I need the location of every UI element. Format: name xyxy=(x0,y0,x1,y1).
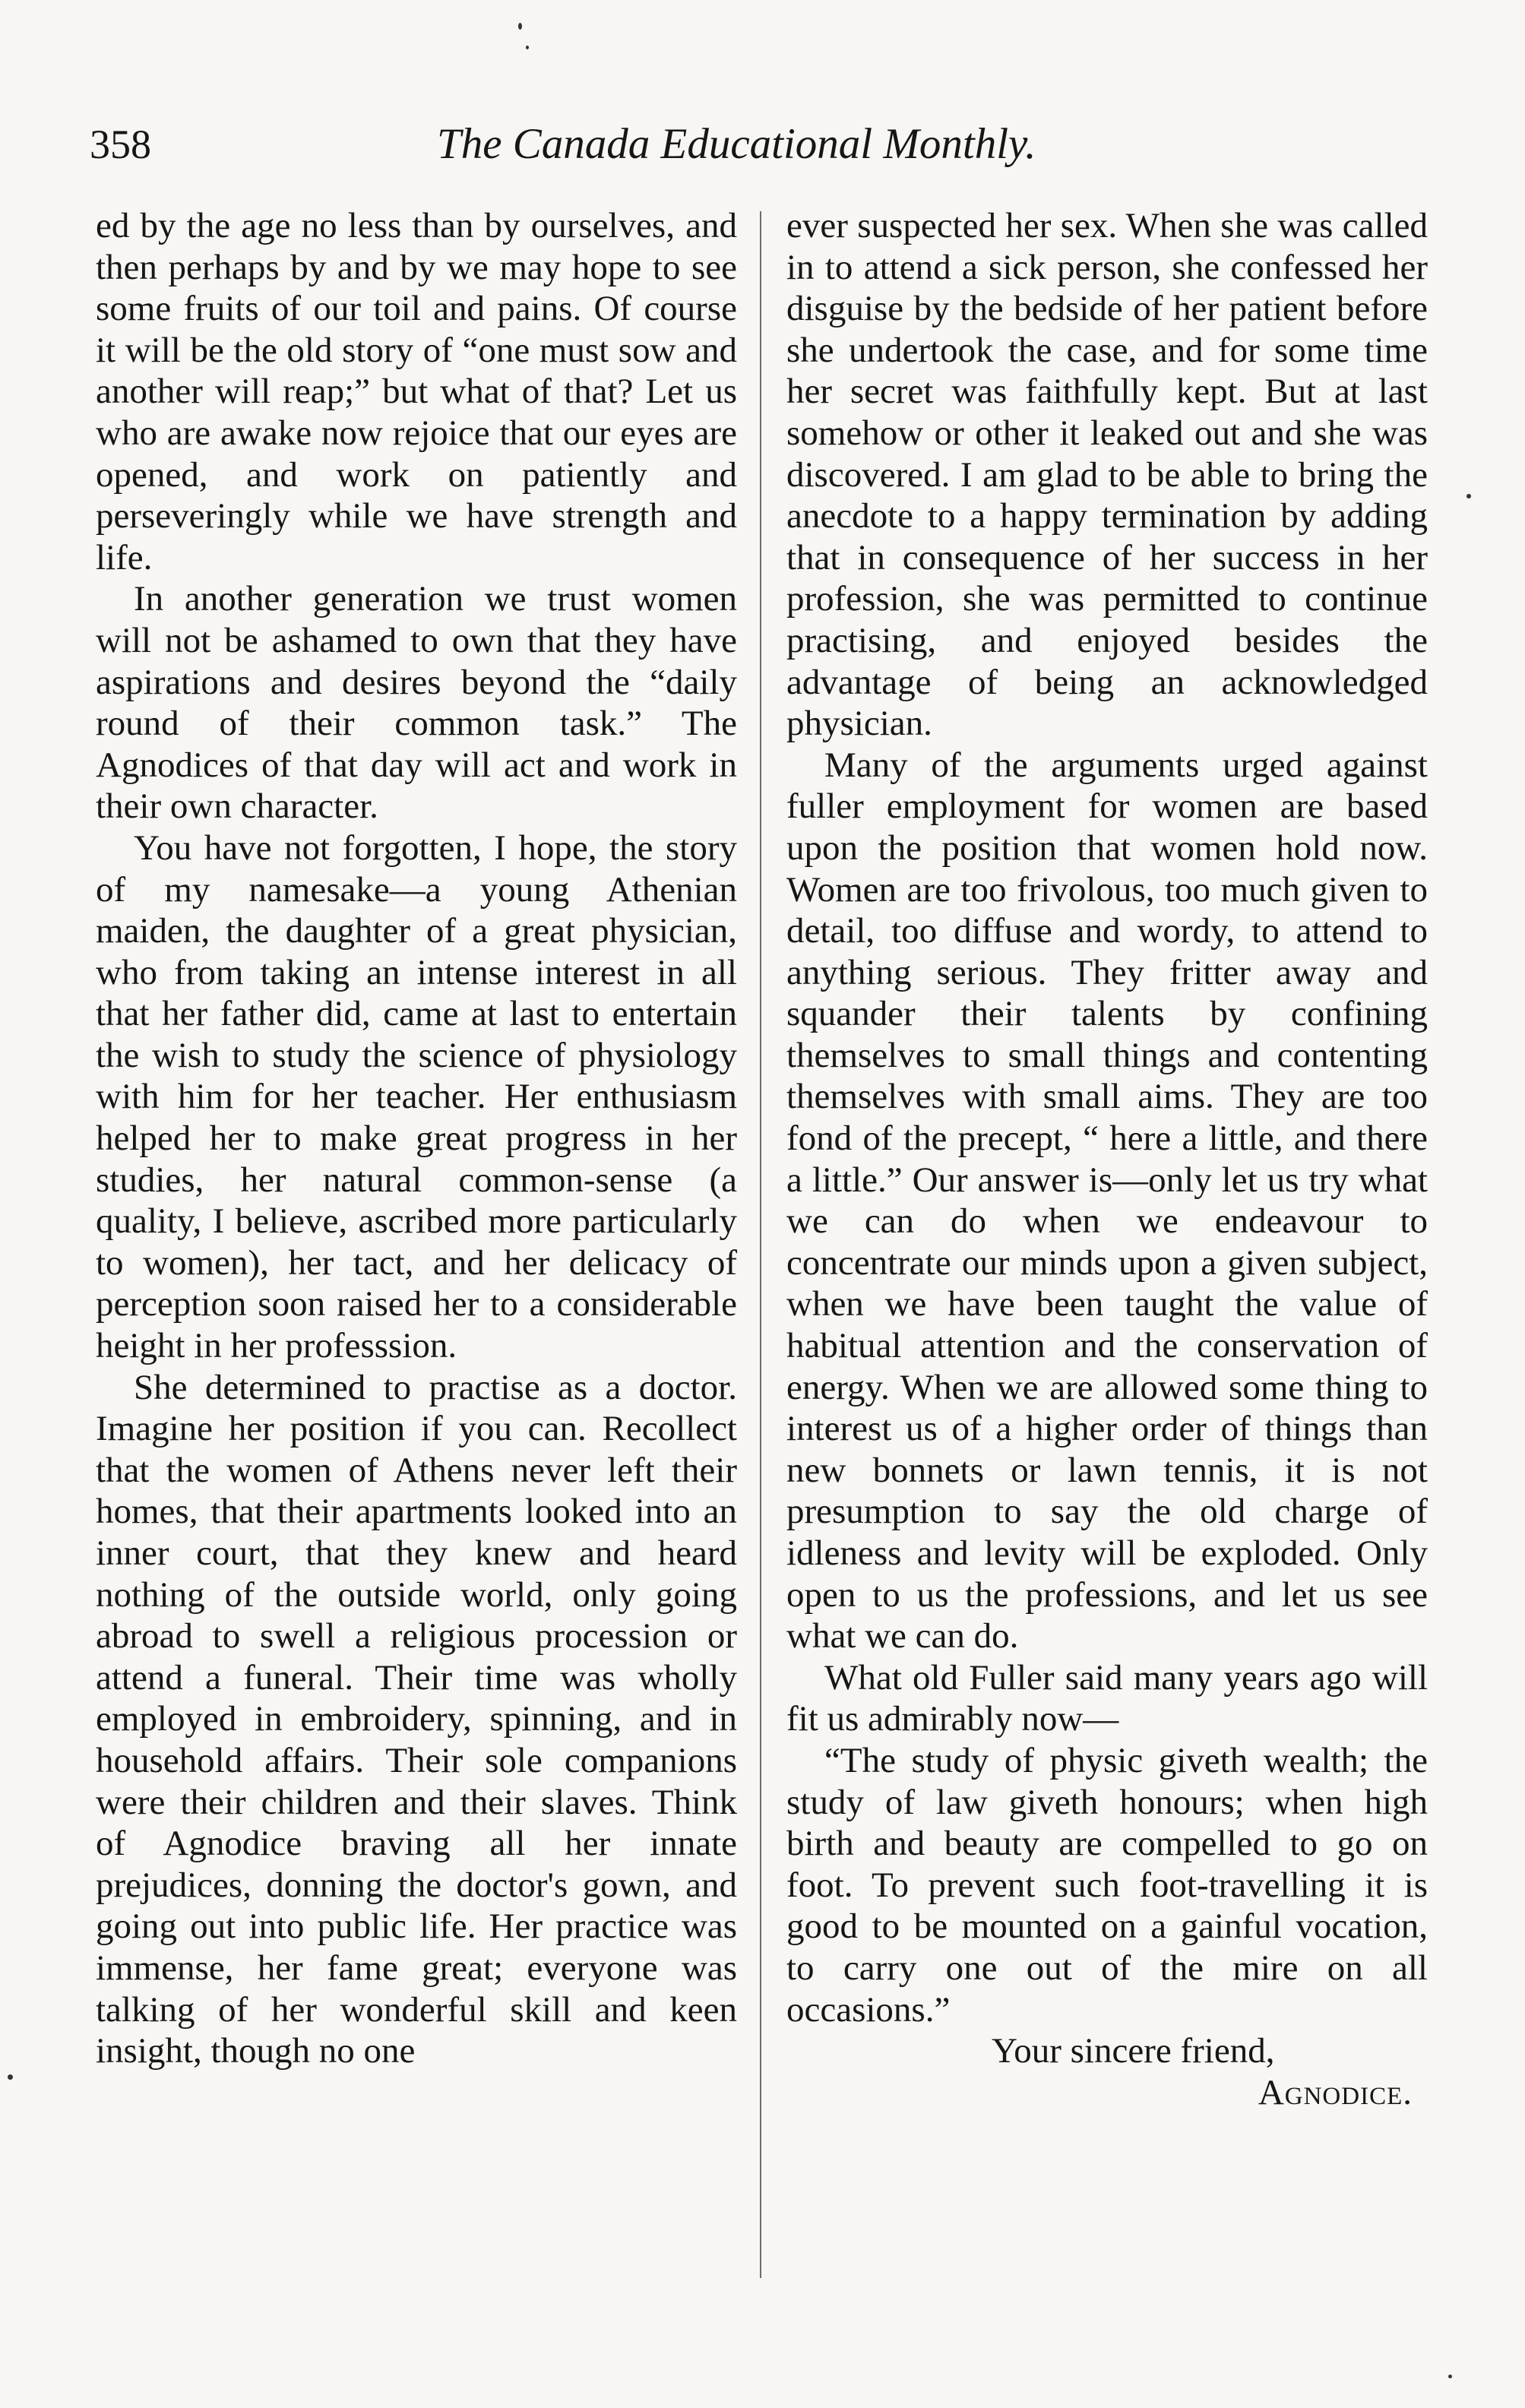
paragraph: ever suspected her sex. When she was called in to attend a sick person, she confessed her disguise by the bedside of her patient before she undertook the case, and for some time her secret was faithfully kept. But at last somehow or other it leaked out and she was discovered. I am glad to be able to bring the anecdote to a happy termination by adding that in consequence of her success in her profession, she was permitted to continue practising, and enjoyed besides the advantage of being an acknowledged physician. xyxy=(786,206,1428,744)
paragraph: What old Fuller said many years ago will fit us admirably now— xyxy=(786,1657,1428,1739)
page-number: 358 xyxy=(90,122,151,167)
paragraph: She determined to practise as a doctor. Imagine her position if you can. Recollect that the women of Athens never left their homes, that their apartments looked into an inner court, that they knew and heard nothing of the outside world, only going abroad to swell a religious procession or attend a funeral. Their time was wholly employed in embroidery, spinning, and in household affairs. Their sole companions were their children and their slaves. Think of Agnodice braving all her innate prejudices, donning the doctor's gown, and going out into public life. Her practice was immense, her fame great; everyone was talking of her wonderful skill and keen insight, though no one xyxy=(96,1367,737,2071)
column-divider xyxy=(760,211,761,2278)
journal-title: The Canada Educational Monthly. xyxy=(437,120,1036,168)
left-column xyxy=(96,205,737,2072)
signature: Agnodice. xyxy=(1258,2072,1413,2112)
paragraph: ed by the age no less than by ourselves, and then perhaps by and by we may hope to see some fruits of our toil and pains. Of course it will be the old story of “one must sow and another will reap;” but what of that? Let us who are awake now rejoice that our eyes are opened, and work on patiently and perseveringly while we have strength and life. xyxy=(96,206,737,577)
quotation: “The study of physic giveth wealth; the study of law giveth honours; when high birth and beauty are compelled to go on foot. To prevent such foot-travelling it is good to be mounted on a gainful vocation, to carry one out of the mire on all occasions.” xyxy=(786,1740,1428,2030)
running-head xyxy=(0,114,1525,175)
print-speck xyxy=(8,2074,13,2080)
print-speck xyxy=(518,23,522,30)
right-column xyxy=(786,205,1428,2113)
print-speck xyxy=(1448,2375,1452,2378)
print-speck xyxy=(1466,494,1471,498)
paragraph: In another generation we trust women will not be ashamed to own that they have aspirations and desires beyond the “daily round of their common task.” The Agnodices of that day will act and work in their own character. xyxy=(96,579,737,827)
print-speck xyxy=(526,46,529,49)
paragraph: You have not forgotten, I hope, the story of my namesake—a young Athenian maiden, the daughter of a great physician, who from taking an intense interest in all that her father did, came at last to entertain the wish to study the science of physiology with him for her teacher. Her enthusiasm helped her to make great progress in her studies, her natural common-sense (a quality, I believe, ascribed more particularly to women), her tact, and her delicacy of perception soon raised her to a considerable height in her professsion. xyxy=(96,827,737,1366)
paragraph: Many of the arguments urged against fuller employment for women are based upon the position that women hold now. Women are too frivolous, too much given to detail, too diffuse and wordy, to attend to anything serious. They fritter away and squander their talents by confining themselves to small things and contenting themselves with small aims. They are too fond of the precept, “ here a little, and there a little.” Our answer is—only let us try what we can do when we endeavour to concentrate our minds upon a given subject, when we have been taught the value of habitual attention and the conservation of energy. When we are allowed some thing to interest us of a higher order of things than new bonnets or lawn tennis, it is not presumption to say the old charge of idleness and levity will be exploded. Only open to us the professions, and let us see what we can do. xyxy=(786,745,1428,1656)
signoff: Your sincere friend, xyxy=(992,2031,1275,2071)
